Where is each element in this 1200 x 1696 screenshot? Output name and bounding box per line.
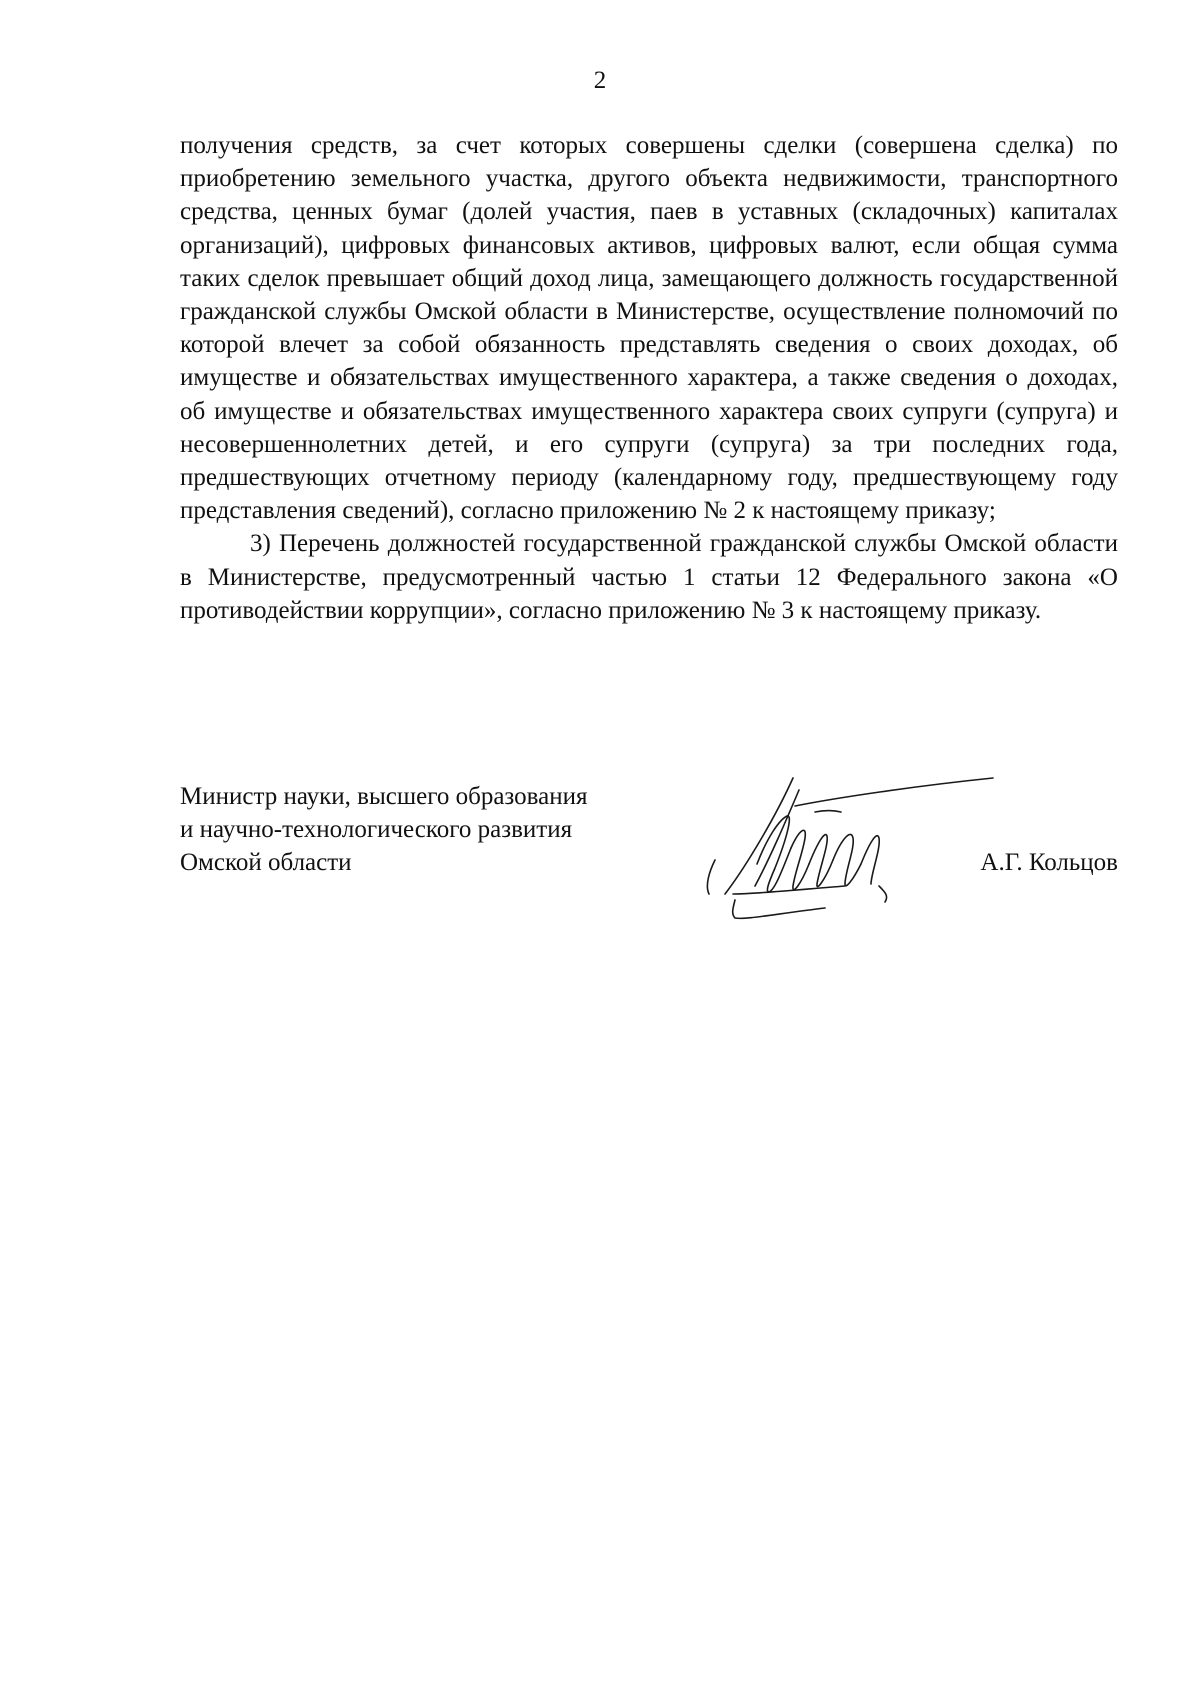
- handwritten-signature: [675, 768, 995, 928]
- signer-title-line: и научно-технологического развития: [180, 816, 573, 843]
- document-body: [180, 129, 1118, 627]
- paragraph-continuation: получения средств, за счет которых совершены сделки (совершена сделка) по приобретению земельного участка, другого объекта недвижимости, транспортного средства, ценных бумаг (долей участия, паев в уставных (складочных) капиталах организаций), цифровых финансовых активов, цифровых валют, если общая сумма таких сделок превышает общий доход лица, замещающего должность государственной гражданской службы Омской области в Министерстве, осуществление полномочий по которой влечет за собой обязанность представлять сведения о своих доходах, об имуществе и обязательствах имущественного характера, а также сведения о доходах, об имуществе и обязательствах имущественного характера своих супруги (супруга) и несовершеннолетних детей, и его супруги (супруга) за три последних года, предшествующих отчетному периоду (календарному году, предшествующему году представления сведений), согласно приложению № 2 к настоящему приказу;: [180, 132, 1118, 525]
- paragraph-item-3: 3) Перечень должностей государственной гражданской службы Омской области в Министерстве, предусмотренный частью 1 статьи 12 Федерального закона «О противодействии коррупции», согласно приложению № 3 к настоящему приказу.: [180, 530, 1118, 624]
- page-number: 2: [593, 67, 607, 94]
- signer-title-line: Омской области: [180, 849, 352, 876]
- signer-name: А.Г. Кольцов: [980, 849, 1118, 876]
- signature-block: [180, 780, 1118, 960]
- signer-title: [180, 780, 700, 879]
- signer-title-line: Министр науки, высшего образования: [180, 783, 588, 810]
